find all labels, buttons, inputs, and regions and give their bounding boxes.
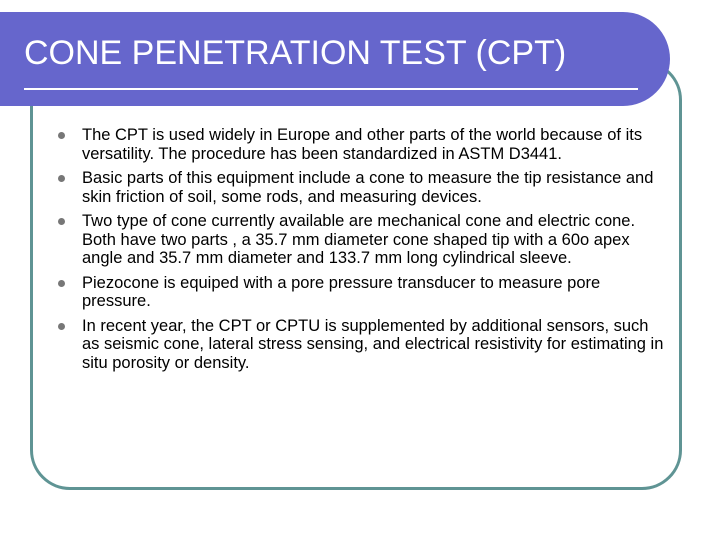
bullet-item [58,317,670,373]
bullet-text: Two type of cone currently available are mechanical cone and electric cone. Both have two parts , a 35.7 mm diameter cone shaped tip with a 60o apex angle and 35.7 mm diameter and 133.7 mm long cylindrical sleeve. [82,212,636,267]
bullet-dot-icon [58,280,65,287]
bullet-list [58,126,670,378]
bullet-item [58,212,670,268]
bullet-text: Basic parts of this equipment include a cone to measure the tip resistance and skin friction of soil, some rods, and measuring devices. [82,169,654,206]
title-divider [24,88,638,90]
bullet-item [58,274,670,311]
bullet-text: The CPT is used widely in Europe and other parts of the world because of its versatility. The procedure has been standardized in ASTM D3441. [82,126,643,163]
bullet-dot-icon [58,218,65,225]
bullet-dot-icon [58,132,65,139]
bullet-item [58,169,670,206]
slide-title: CONE PENETRATION TEST (CPT) [24,34,567,72]
bullet-text: In recent year, the CPT or CPTU is supplemented by additional sensors, such as seismic cone, lateral stress sensing, and electrical resistivity for estimating in situ porosity or density. [82,316,664,372]
bullet-dot-icon [58,175,65,182]
bullet-item [58,126,670,163]
bullet-dot-icon [58,323,65,330]
bullet-text: Piezocone is equiped with a pore pressure transducer to measure pore pressure. [82,273,601,310]
